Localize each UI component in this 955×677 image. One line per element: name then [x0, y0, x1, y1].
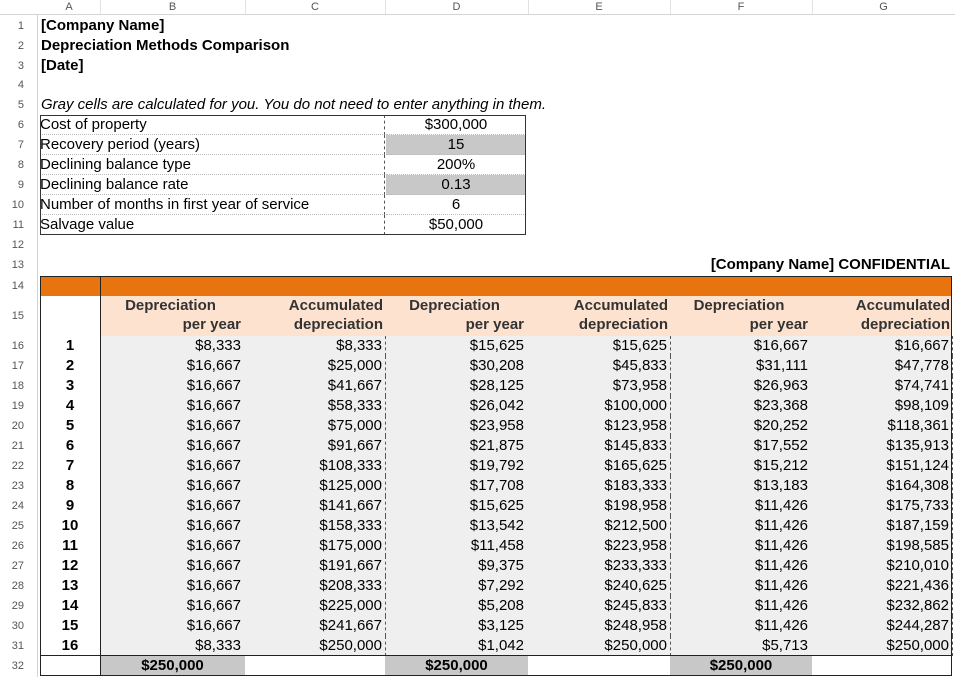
column-header-bar — [0, 0, 955, 15]
accumulated-cell[interactable]: $210,010 — [812, 556, 953, 576]
depreciation-cell[interactable]: $16,667 — [186, 597, 241, 614]
row-number[interactable]: 29 — [11, 600, 24, 612]
depreciation-cell[interactable]: $11,426 — [754, 597, 808, 614]
year-header[interactable] — [40, 276, 100, 296]
row-number[interactable]: 5 — [17, 99, 24, 111]
depreciation-per-year-header[interactable] — [385, 296, 524, 336]
straight-line-header[interactable] — [100, 276, 385, 296]
row-number[interactable]: 25 — [11, 520, 24, 532]
depreciation-cell[interactable]: $17,552 — [753, 437, 808, 454]
year-cell[interactable]: 4 — [65, 397, 75, 414]
year-cell[interactable]: 16 — [61, 637, 79, 654]
date-cell[interactable]: [Date] — [41, 57, 84, 74]
accumulated-cell[interactable]: $241,667 — [245, 616, 386, 636]
input-label[interactable]: Declining balance type — [40, 155, 385, 175]
accumulated-cell[interactable]: $123,958 — [528, 416, 671, 436]
accumulated-cell[interactable]: $175,733 — [812, 496, 953, 516]
accumulated-cell[interactable]: $8,333 — [245, 336, 386, 356]
row-number[interactable]: 7 — [17, 139, 24, 151]
depreciation-cell[interactable]: $16,667 — [186, 477, 241, 494]
instruction-note[interactable]: Gray cells are calculated for you. You do not need to enter anything in them. — [41, 96, 547, 113]
input-value[interactable]: 200% — [386, 155, 526, 175]
accumulated-cell[interactable]: $100,000 — [528, 396, 671, 416]
depreciation-cell[interactable]: $30,208 — [469, 357, 524, 374]
input-label[interactable]: Cost of property — [40, 115, 385, 135]
year-col-divider — [100, 276, 101, 676]
accumulated-cell[interactable]: $175,000 — [245, 536, 386, 556]
depreciation-cell[interactable]: $19,792 — [469, 457, 524, 474]
total-label[interactable] — [40, 656, 100, 676]
depreciation-cell[interactable]: $16,667 — [186, 357, 241, 374]
row-number[interactable]: 12 — [11, 239, 24, 251]
accumulated-cell[interactable]: $244,287 — [812, 616, 953, 636]
row-number[interactable]: 32 — [11, 660, 24, 672]
input-value[interactable]: 6 — [386, 195, 526, 215]
row-number[interactable]: 11 — [12, 219, 24, 231]
row-number[interactable]: 17 — [11, 360, 24, 372]
subheader-line: depreciation — [860, 316, 950, 333]
depreciation-cell[interactable]: $8,333 — [195, 637, 241, 654]
depreciation-cell[interactable]: $13,183 — [753, 477, 808, 494]
accumulated-cell[interactable]: $250,000 — [812, 636, 953, 656]
depreciation-cell[interactable]: $26,963 — [753, 377, 808, 394]
row-number[interactable]: 18 — [11, 380, 24, 392]
depreciation-cell[interactable]: $16,667 — [186, 577, 241, 594]
accumulated-cell[interactable]: $125,000 — [245, 476, 386, 496]
year-cell[interactable]: 11 — [62, 537, 78, 554]
row-number[interactable]: 21 — [11, 440, 24, 452]
total-value[interactable]: $250,000 — [385, 656, 528, 676]
gutter-divider — [37, 14, 38, 677]
accumulated-cell[interactable]: $212,500 — [528, 516, 671, 536]
declining-balance-header[interactable] — [670, 276, 952, 296]
year-cell[interactable]: 8 — [65, 477, 75, 494]
sheet-title-cell[interactable]: Depreciation Methods Comparison — [41, 37, 290, 54]
depreciation-cell[interactable]: $11,426 — [754, 537, 808, 554]
depreciation-cell[interactable]: $16,667 — [186, 537, 241, 554]
accumulated-cell[interactable]: $145,833 — [528, 436, 671, 456]
accumulated-cell[interactable]: $250,000 — [245, 636, 386, 656]
accumulated-cell[interactable]: $198,585 — [812, 536, 953, 556]
row-number[interactable]: 19 — [11, 400, 24, 412]
accumulated-cell[interactable]: $245,833 — [528, 596, 671, 616]
accumulated-depreciation-header[interactable] — [812, 296, 950, 336]
accumulated-cell[interactable]: $198,958 — [528, 496, 671, 516]
column-header-a[interactable]: A — [38, 0, 101, 14]
year-cell[interactable]: 1 — [65, 337, 75, 354]
syd-header[interactable] — [385, 276, 670, 296]
year-subheader-blank — [40, 296, 100, 336]
input-value[interactable]: 15 — [386, 135, 526, 155]
column-header-b[interactable]: B — [100, 0, 246, 14]
total-divider — [40, 655, 952, 656]
accumulated-cell[interactable]: $250,000 — [528, 636, 671, 656]
depreciation-cell[interactable]: $20,252 — [753, 417, 808, 434]
accumulated-cell[interactable]: $98,109 — [812, 396, 953, 416]
row-number[interactable]: 9 — [17, 179, 24, 191]
subheader-line: per year — [749, 316, 808, 333]
depreciation-cell[interactable]: $16,667 — [186, 457, 241, 474]
year-cell[interactable]: 13 — [61, 577, 79, 594]
input-label[interactable]: Salvage value — [40, 215, 385, 235]
depreciation-cell[interactable]: $16,667 — [753, 337, 808, 354]
subheader-line: per year — [182, 316, 241, 333]
row-number[interactable]: 8 — [17, 159, 24, 171]
depreciation-cell[interactable]: $11,426 — [754, 617, 808, 634]
row-number[interactable]: 15 — [11, 310, 24, 322]
year-cell[interactable]: 9 — [65, 497, 75, 514]
accumulated-cell[interactable]: $165,625 — [528, 456, 671, 476]
accumulated-cell[interactable]: $135,913 — [812, 436, 953, 456]
depreciation-cell[interactable]: $21,875 — [469, 437, 524, 454]
accumulated-cell[interactable]: $91,667 — [245, 436, 386, 456]
subheader-line: Accumulated — [288, 297, 383, 314]
depreciation-per-year-header[interactable] — [670, 296, 808, 336]
accumulated-cell[interactable]: $75,000 — [245, 416, 386, 436]
depreciation-cell[interactable]: $16,667 — [186, 557, 241, 574]
subheader-line: Accumulated — [573, 297, 668, 314]
input-value[interactable]: $50,000 — [386, 215, 526, 235]
depreciation-cell[interactable]: $11,426 — [754, 497, 808, 514]
subheader-line: per year — [465, 316, 524, 333]
accumulated-cell[interactable]: $164,308 — [812, 476, 953, 496]
depreciation-cell[interactable]: $16,667 — [186, 617, 241, 634]
depreciation-cell[interactable]: $28,125 — [469, 377, 524, 394]
accumulated-cell[interactable]: $16,667 — [812, 336, 953, 356]
accumulated-cell[interactable]: $47,778 — [812, 356, 953, 376]
accumulated-cell[interactable]: $141,667 — [245, 496, 386, 516]
depreciation-cell[interactable]: $3,125 — [478, 617, 524, 634]
row-number[interactable]: 28 — [11, 580, 24, 592]
depreciation-cell[interactable]: $16,667 — [186, 417, 241, 434]
year-cell[interactable]: 3 — [65, 377, 75, 394]
accumulated-cell[interactable]: $225,000 — [245, 596, 386, 616]
subheader-line: Depreciation — [409, 297, 500, 314]
row-number[interactable]: 20 — [11, 420, 24, 432]
accumulated-cell[interactable]: $15,625 — [528, 336, 671, 356]
row-number[interactable]: 13 — [11, 259, 24, 271]
accumulated-cell[interactable]: $223,958 — [528, 536, 671, 556]
input-label[interactable]: Number of months in first year of service — [40, 195, 385, 215]
subheader-line: Depreciation — [693, 297, 785, 314]
subheader-line: depreciation — [578, 316, 668, 333]
accumulated-cell[interactable]: $208,333 — [245, 576, 386, 596]
company-name-cell[interactable]: [Company Name] — [41, 17, 165, 34]
accumulated-cell[interactable]: $73,958 — [528, 376, 671, 396]
depreciation-cell[interactable]: $11,426 — [754, 517, 808, 534]
input-label[interactable]: Declining balance rate — [40, 175, 385, 195]
depreciation-cell[interactable]: $11,458 — [470, 537, 524, 554]
depreciation-cell[interactable]: $1,042 — [478, 637, 524, 654]
row-number[interactable]: 16 — [11, 340, 24, 352]
depreciation-cell[interactable]: $15,212 — [753, 457, 808, 474]
row-number[interactable]: 2 — [17, 40, 24, 52]
depreciation-cell[interactable]: $23,958 — [469, 417, 524, 434]
year-cell[interactable]: 5 — [65, 417, 75, 434]
confidential-label[interactable]: [Company Name] CONFIDENTIAL — [710, 256, 950, 273]
depreciation-cell[interactable]: $31,111 — [756, 357, 808, 374]
depreciation-cell[interactable]: $9,375 — [478, 557, 524, 574]
depreciation-cell[interactable]: $8,333 — [195, 337, 241, 354]
depreciation-cell[interactable]: $5,208 — [478, 597, 524, 614]
year-cell[interactable]: 7 — [65, 457, 75, 474]
subheader-line: Accumulated — [855, 297, 950, 314]
row-number[interactable]: 3 — [17, 60, 24, 72]
accumulated-cell[interactable]: $221,436 — [812, 576, 953, 596]
depreciation-cell[interactable]: $13,542 — [469, 517, 524, 534]
accumulated-cell[interactable]: $58,333 — [245, 396, 386, 416]
column-header-c[interactable]: C — [245, 0, 386, 14]
accumulated-depreciation-header[interactable] — [528, 296, 668, 336]
accumulated-cell[interactable]: $118,361 — [812, 416, 953, 436]
year-cell[interactable]: 12 — [61, 557, 79, 574]
column-header-e[interactable]: E — [528, 0, 671, 14]
row-number[interactable]: 27 — [11, 560, 24, 572]
accumulated-cell[interactable]: $191,667 — [245, 556, 386, 576]
column-header-f[interactable]: F — [670, 0, 813, 14]
accumulated-cell[interactable]: $25,000 — [245, 356, 386, 376]
row-number[interactable]: 26 — [11, 540, 24, 552]
row-number[interactable]: 4 — [17, 79, 24, 91]
row-number[interactable]: 10 — [11, 199, 24, 211]
accumulated-cell[interactable]: $248,958 — [528, 616, 671, 636]
depreciation-cell[interactable]: $26,042 — [469, 397, 524, 414]
accumulated-cell[interactable]: $240,625 — [528, 576, 671, 596]
year-cell[interactable]: 10 — [61, 517, 79, 534]
row-number[interactable]: 31 — [11, 640, 24, 652]
row-number[interactable]: 30 — [11, 620, 24, 632]
accumulated-cell[interactable]: $74,741 — [812, 376, 953, 396]
input-value[interactable]: 0.13 — [386, 175, 526, 195]
accumulated-cell[interactable]: $232,862 — [812, 596, 953, 616]
total-value[interactable]: $250,000 — [670, 656, 812, 676]
depreciation-cell[interactable]: $16,667 — [186, 397, 241, 414]
row-number[interactable]: 22 — [11, 460, 24, 472]
depreciation-cell[interactable]: $16,667 — [186, 497, 241, 514]
input-value[interactable]: $300,000 — [386, 115, 526, 135]
accumulated-cell[interactable]: $233,333 — [528, 556, 671, 576]
row-number[interactable]: 23 — [11, 480, 24, 492]
depreciation-cell[interactable]: $17,708 — [469, 477, 524, 494]
year-cell[interactable]: 2 — [65, 357, 75, 374]
depreciation-per-year-header[interactable] — [100, 296, 241, 336]
column-header-g[interactable]: G — [812, 0, 955, 14]
year-cell[interactable]: 15 — [61, 617, 79, 634]
depreciation-cell[interactable]: $5,713 — [762, 637, 808, 654]
depreciation-cell[interactable]: $15,625 — [469, 497, 524, 514]
accumulated-cell[interactable]: $151,124 — [812, 456, 953, 476]
depreciation-cell[interactable]: $11,426 — [754, 577, 808, 594]
depreciation-cell[interactable]: $11,426 — [754, 557, 808, 574]
depreciation-cell[interactable]: $16,667 — [186, 437, 241, 454]
row-number[interactable]: 24 — [11, 500, 24, 512]
accumulated-depreciation-header[interactable] — [245, 296, 383, 336]
input-label[interactable]: Recovery period (years) — [40, 135, 385, 155]
total-value[interactable]: $250,000 — [100, 656, 245, 676]
column-header-d[interactable]: D — [385, 0, 529, 14]
subheader-line: Depreciation — [125, 297, 216, 314]
accumulated-cell[interactable]: $108,333 — [245, 456, 386, 476]
depreciation-cell[interactable]: $16,667 — [186, 377, 241, 394]
depreciation-cell[interactable]: $15,625 — [469, 337, 524, 354]
accumulated-cell[interactable]: $183,333 — [528, 476, 671, 496]
accumulated-cell[interactable]: $158,333 — [245, 516, 386, 536]
row-number[interactable]: 6 — [17, 119, 24, 131]
depreciation-cell[interactable]: $23,368 — [753, 397, 808, 414]
accumulated-cell[interactable]: $41,667 — [245, 376, 386, 396]
row-number[interactable]: 14 — [11, 280, 24, 292]
accumulated-cell[interactable]: $45,833 — [528, 356, 671, 376]
year-cell[interactable]: 6 — [65, 437, 75, 454]
subheader-line: depreciation — [293, 316, 383, 333]
accumulated-cell[interactable]: $187,159 — [812, 516, 953, 536]
depreciation-cell[interactable]: $16,667 — [186, 517, 241, 534]
year-cell[interactable]: 14 — [61, 597, 79, 614]
row-number[interactable]: 1 — [17, 20, 24, 32]
depreciation-cell[interactable]: $7,292 — [478, 577, 524, 594]
